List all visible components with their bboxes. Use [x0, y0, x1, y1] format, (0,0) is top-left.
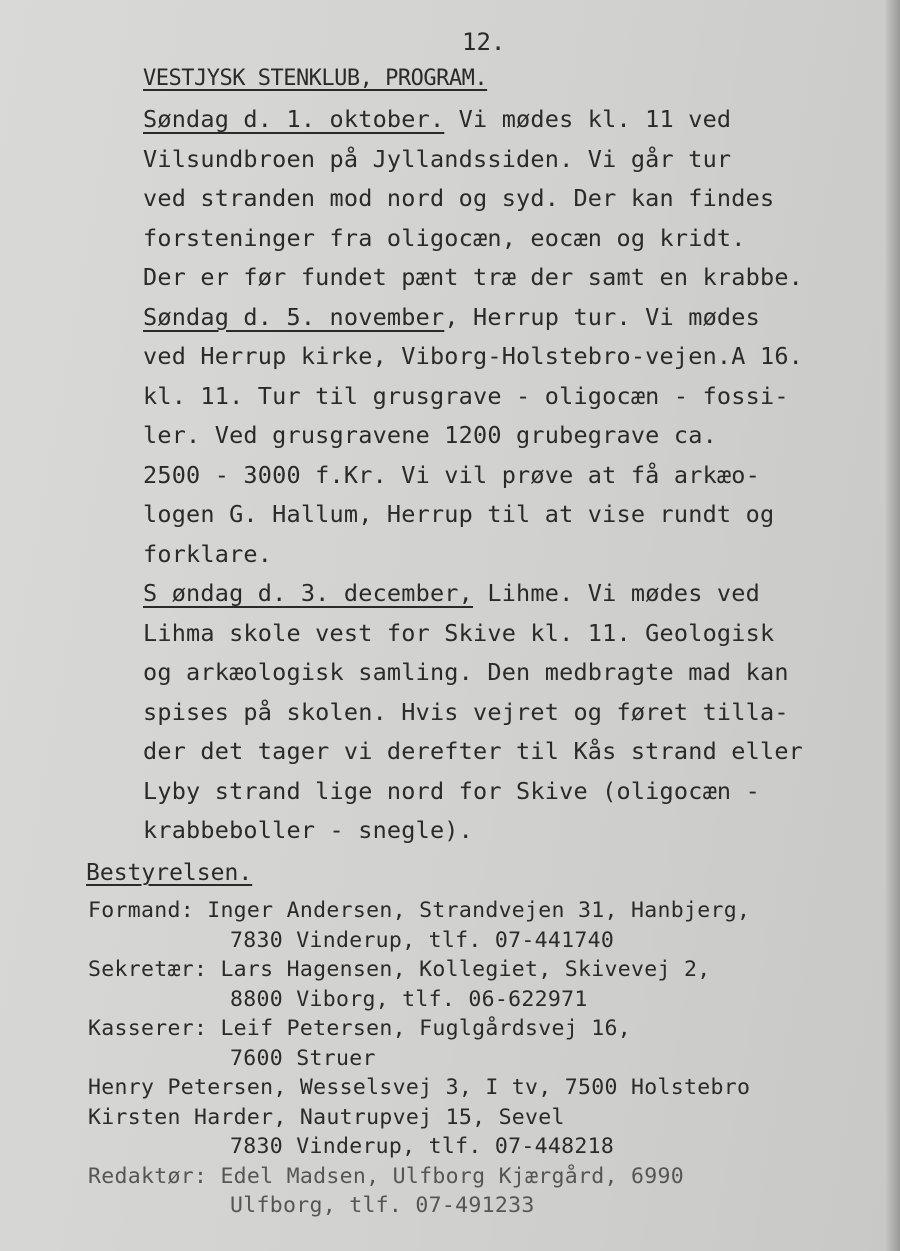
program-line: 2500 - 3000 f.Kr. Vi vil prøve at få arkæo- — [143, 460, 760, 489]
board-line-member: Henry Petersen, Wesselsvej 3, I tv, 7500 Holstebro — [88, 1075, 751, 1100]
board-line-formand-address: 7830 Vinderup, tlf. 07-441740 — [230, 927, 615, 953]
program-line: og arkæologisk samling. Den medbragte mad kan — [143, 658, 789, 686]
event-date-oktober: Søndag d. 1. oktober. — [143, 105, 445, 133]
program-line: Vilsundbroen på Jyllandssiden. Vi går tur — [143, 144, 732, 173]
board-line-redaktoer: Redaktør: Edel Madsen, Ulfborg Kjærgård, 6990 — [88, 1163, 684, 1189]
program-line: Lihma skole vest for Skive kl. 11. Geologisk — [143, 618, 775, 647]
program-line: krabbeboller - snegle). — [143, 816, 474, 844]
board-line-formand: Formand: Inger Andersen, Strandvejen 31, Hanbjerg, — [88, 898, 751, 923]
program-line: ved stranden mod nord og syd. Der kan findes — [143, 184, 775, 212]
board-members-list — [88, 896, 888, 1221]
program-line: spises på skolen. Hvis vejret og føret tilla- — [143, 697, 789, 726]
event-december-first-line — [143, 574, 883, 614]
program-line: Lyby strand lige nord for Skive (oligocæn - — [143, 776, 760, 805]
board-line-sekretaer-address: 8800 Viborg, tlf. 06-622971 — [230, 986, 588, 1012]
event-december-text: Lihme. Vi mødes ved — [473, 579, 760, 607]
board-line-kasserer: Kasserer: Leif Petersen, Fuglgårdsvej 16, — [88, 1016, 632, 1041]
program-line: logen G. Hallum, Herrup til at vise rundt og — [143, 500, 775, 528]
board-line-member: Kirsten Harder, Nautrupvej 15, Sevel — [88, 1104, 565, 1130]
event-date-december: S øndag d. 3. december, — [143, 579, 474, 607]
event-oktober-text: Vi mødes kl. 11 ved — [444, 105, 732, 133]
board-line-kasserer-address: 7600 Struer — [230, 1045, 376, 1071]
program-line: forsteninger fra oligocæn, eocæn og kridt. — [143, 223, 746, 252]
board-line-sekretaer: Sekretær: Lars Hagensen, Kollegiet, Skivevej 2, — [88, 957, 711, 982]
program-line: Der er før fundet pænt træ der samt en krabbe. — [143, 263, 804, 291]
event-november-first-line — [143, 298, 883, 338]
event-oktober-first-line — [143, 100, 883, 140]
event-november-text: , Herrup tur. Vi mødes — [444, 302, 760, 331]
board-heading: Bestyrelsen. — [86, 860, 253, 886]
program-line: kl. 11. Tur til grusgrave - oligocæn - fossi- — [143, 381, 789, 410]
page-title: VESTJYSK STENKLUB, PROGRAM. — [143, 66, 488, 91]
event-date-november: Søndag d. 5. november — [143, 302, 445, 331]
program-line: forklare. — [143, 539, 273, 568]
program-section — [143, 100, 883, 851]
page-spine-shadow — [886, 0, 900, 1251]
page-number: 12. — [462, 28, 506, 56]
program-line: der det tager vi derefter til Kås strand eller — [143, 737, 804, 765]
program-line: ler. Ved grusgravene 1200 grubegrave ca. — [143, 421, 717, 449]
program-line: ved Herrup kirke, Viborg-Holstebro-vejen.A 16. — [143, 342, 804, 370]
board-line-member-address: 7830 Vinderup, tlf. 07-448218 — [230, 1134, 615, 1159]
board-line-redaktoer-address: Ulfborg, tlf. 07-491233 — [230, 1193, 535, 1218]
